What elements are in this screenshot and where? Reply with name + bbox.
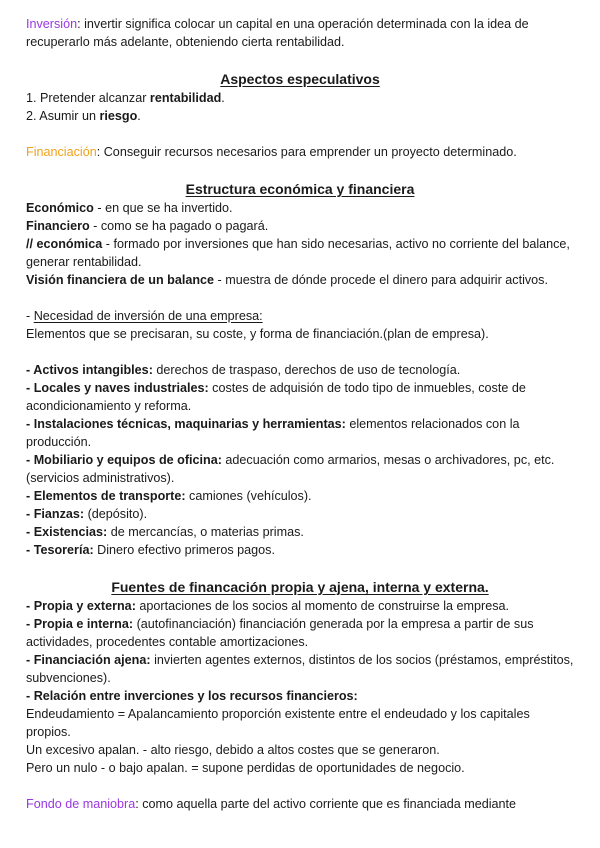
estructura-item: Financiero - como se ha pagado o pagará. bbox=[26, 219, 269, 233]
fuente-item: - Financiación ajena: invierten agentes externos, distintos de los socios (préstamos, empréstitos, subvenciones). bbox=[26, 653, 574, 685]
financiacion-term: Financiación bbox=[26, 145, 97, 159]
fondo-term: Fondo de maniobra bbox=[26, 797, 136, 811]
financiacion-definition: : Conseguir recursos necesarios para emprender un proyecto determinado. bbox=[96, 145, 517, 159]
intro-paragraph bbox=[26, 15, 574, 51]
excesivo-line: Un excesivo apalan. - alto riesgo, debido a altos costes que se generaron. bbox=[26, 743, 440, 757]
estructura-heading: Estructura económica y financiera bbox=[185, 181, 415, 197]
aspecto-item-2: 2. Asumir un riesgo. bbox=[26, 109, 141, 123]
activo-item: - Mobiliario y equipos de oficina: adecuación como armarios, mesas o archivadores, pc, etc. (servicios administrativos). bbox=[26, 453, 555, 485]
fuente-item: - Propia e interna: (autofinanciación) financiación generada por la empresa a partir de sus actividades, procedentes contable amortizaciones. bbox=[26, 617, 534, 649]
aspecto-item-1: 1. Pretender alcanzar rentabilidad. bbox=[26, 91, 225, 105]
necesidad-heading: - Necesidad de inversión de una empresa: bbox=[26, 309, 263, 323]
activo-item: - Elementos de transporte: camiones (vehículos). bbox=[26, 489, 312, 503]
fondo-definition: : como aquella parte del activo corriente que es financiada mediante bbox=[135, 797, 517, 811]
nulo-line: Pero un nulo - o bajo apalan. = supone perdidas de oportunidades de negocio. bbox=[26, 761, 465, 775]
fondo-paragraph bbox=[26, 795, 574, 813]
fuentes-heading: Fuentes de financación propia y ajena, interna y externa. bbox=[111, 579, 489, 595]
financiacion-paragraph bbox=[26, 143, 574, 161]
activo-item: - Activos intangibles: derechos de traspaso, derechos de uso de tecnología. bbox=[26, 363, 461, 377]
activo-item: - Tesorería: Dinero efectivo primeros pagos. bbox=[26, 543, 275, 557]
estructura-item: // económica - formado por inversiones que han sido necesarias, activo no corriente del balance, generar rentabilidad. bbox=[26, 237, 570, 269]
activo-item: - Locales y naves industriales: costes de adquisión de todo tipo de inmuebles, coste de acondicionamiento y reforma. bbox=[26, 381, 526, 413]
activo-item: - Existencias: de mercancías, o materias primas. bbox=[26, 525, 304, 539]
estructura-item: Visión financiera de un balance - muestra de dónde procede el dinero para adquirir activos. bbox=[26, 273, 548, 287]
inversion-definition: : invertir significa colocar un capital en una operación determinada con la idea de recuperarlo más adelante, obteniendo cierta rentabilidad. bbox=[26, 17, 529, 49]
activo-item: - Fianzas: (depósito). bbox=[26, 507, 148, 521]
endeudamiento-line: Endeudamiento = Apalancamiento proporción existente entre el endeudado y los capitales propios. bbox=[26, 707, 530, 739]
fuente-item: - Propia y externa: aportaciones de los socios al momento de construirse la empresa. bbox=[26, 599, 509, 613]
necesidad-text: Elementos que se precisaran, su coste, y forma de financiación.(plan de empresa). bbox=[26, 327, 489, 341]
fuente-item: - Relación entre inverciones y los recursos financieros: bbox=[26, 689, 358, 703]
activo-item: - Instalaciones técnicas, maquinarias y herramientas: elementos relacionados con la producción. bbox=[26, 417, 520, 449]
inversion-term: Inversión bbox=[26, 17, 78, 31]
aspectos-heading: Aspectos especulativos bbox=[220, 71, 380, 87]
estructura-item: Económico - en que se ha invertido. bbox=[26, 201, 233, 215]
